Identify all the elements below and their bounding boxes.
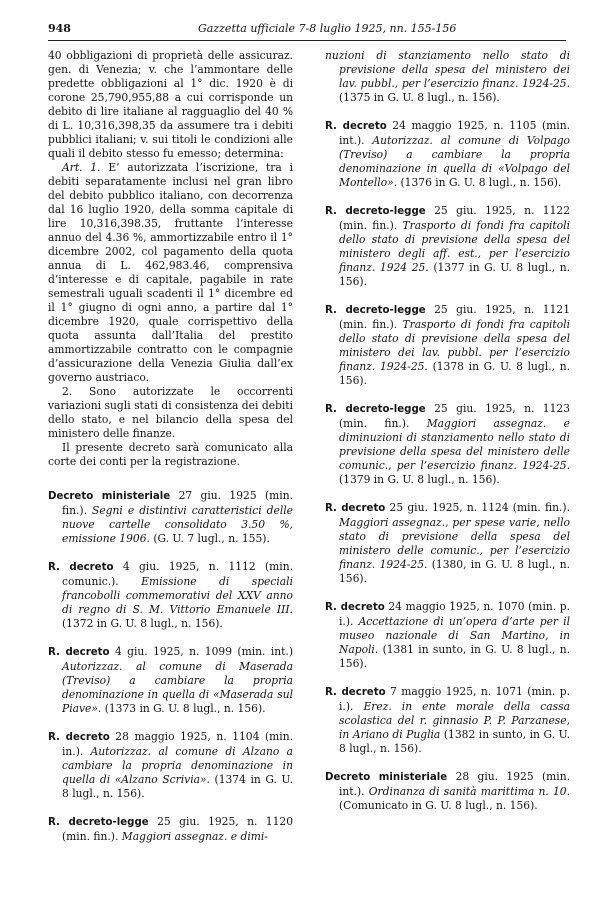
decree-kind: R. decreto	[325, 503, 386, 514]
page-header	[48, 18, 566, 41]
decree-entry	[48, 560, 293, 631]
decree-date: 24 maggio 1925, n. 1070 (min. p. i.).	[339, 600, 570, 628]
decree-reference: (1376 in G. U. 8 lugl., n. 156).	[400, 176, 562, 189]
decree-subject: Autorizzaz. al comune di Alzano a cambiare la propria denominazione in quella di «Alzano Scrivia».	[62, 745, 293, 786]
page-number: 948	[48, 22, 71, 35]
decree-continuation	[325, 49, 570, 105]
decree-subject: Trasporto di fondi fra capitoli dello stato di previsione della spesa del ministero degli aff. est., per l’esercizio finanz. 1924 25.	[339, 219, 570, 274]
decree-subject: Accettazione di un’opera d’arte per il museo nazionale di San Martino, in Napoli.	[339, 615, 570, 656]
article-label: Art. 1.	[62, 161, 101, 174]
decree-entry	[325, 119, 570, 190]
decree-entry	[325, 204, 570, 289]
right-column	[325, 49, 570, 813]
decree-reference: (1378 in G. U. 8 lugl., n. 156).	[339, 360, 570, 387]
decree-date: 24 maggio 1925, n. 1105 (min. int.).	[339, 119, 570, 147]
decree-date: 4 giu. 1925, n. 1112 (min. comunic.).	[62, 560, 293, 588]
decree-subject: Emissione di speciali francobolli commemorativi del XXV anno di regno di S. M. Vittorio Emanuele III.	[62, 575, 293, 616]
decree-reference: (G. U. 7 lugl., n. 155).	[153, 532, 270, 545]
decree-kind: R. decreto	[325, 602, 385, 613]
decree-subject: Autorizzaz. al comune di Maserada (Treviso) a cambiare la propria denominazione in quella di «Maserada sul Piave».	[62, 660, 293, 715]
decree-kind: R. decreto-legge	[325, 206, 426, 217]
decree-date: 25 giu. 1925, n. 1123 (min. fin.).	[339, 402, 571, 430]
decree-reference: (1373 in G. U. 8 lugl., n. 156).	[104, 702, 266, 715]
decree-subject: Ordinanza di sanità marittima n. 10.	[368, 785, 570, 798]
decree-kind: R. decreto	[48, 732, 110, 743]
decree-entry	[325, 303, 570, 388]
intro-paragraph: 40 obbligazioni di proprietà delle assicuraz. gen. di Venezia; v. che l’ammontare delle predette obbligazioni al 1° dic. 1920 è di corone 25,790,955,88 a cui corrisponde un debito di lire italiane al ragguaglio del 40 % di L. 10,316,398,35 da assumere tra i debiti pubblici italiani; v. sui titoli le condizioni alle quali il debito stesso fu emesso; determina:	[48, 49, 293, 160]
decree-reference: (1380, in G. U. 8 lugl., n. 156).	[339, 558, 570, 585]
decree-reference: (1374 in G. U. 8 lugl., n. 156).	[62, 773, 293, 800]
decree-entry	[325, 685, 570, 756]
decree-entry	[48, 645, 293, 716]
decree-reference: (Comunicato in G. U. 8 lugl., n. 156).	[339, 799, 538, 812]
decree-kind: Decreto ministeriale	[325, 772, 448, 783]
decree-date: 25 giu. 1925, n. 1120 (min. fin.).	[62, 815, 294, 843]
decree-entry	[48, 730, 293, 801]
decree-subject: Maggiori assegnaz. e diminuzioni di stanziamento nello stato di previsione della spesa del ministero delle comunic., per l’esercizio finanz. 1924-25.	[339, 417, 570, 472]
decree-kind: R. decreto-legge	[325, 305, 426, 316]
decree-subject: Trasporto di fondi fra capitoli dello stato di previsione della spesa del ministero dei lav. pubbl. per l’esercizio finanz. 1924-25.	[339, 318, 570, 373]
decree-subject: Erez. in ente morale della cassa scolastica del r. ginnasio P. P. Parzanese, in Ariano di Puglia	[339, 700, 570, 741]
article-text: E’ autorizzata l’iscrizione, tra i debiti separatamente inclusi nel gran libro del debito pubblico italiano, con decorrenza dal 16 luglio 1920, della somma capitale di lire 10,316,398.35, fruttante l’interesse annuo del 4.36 %, ammortizzabile entro il 1° dicembre 2002, col pagamento della quota annua di L. 462,983.46, comprensiva d’interesse e di capitale, pagabile in rate semestrali uguali scadenti il 1° dicembre ed il 1° giugno di ogni anno, a partire dal 1° dicembre 1920, quale corrispettivo della quota assunta dall’Italia del prestito ammortizzabile contratto con le compagnie d’assicurazione della Venezia Giulia dall’ex governo austriaco.	[48, 161, 293, 384]
decree-reference: (1381 in sunto, in G. U. 8 lugl., n. 156).	[339, 643, 570, 670]
decree-reference: (1377 in G. U. 8 lugl., n. 156).	[339, 261, 570, 288]
decree-date: 25 giu. 1925, n. 1122 (min. fin.).	[339, 204, 571, 232]
decree-date: 28 giu. 1925 (min. int.).	[339, 770, 570, 798]
decree-kind: R. decreto	[325, 121, 387, 132]
decree-subject: Maggiori assegnaz. e dimi-	[121, 830, 268, 843]
decree-reference: (1375 in G. U. 8 lugl., n. 156).	[339, 91, 500, 104]
decree-date: 27 giu. 1925 (min. fin.).	[62, 489, 293, 517]
closing-paragraph: Il presente decreto sarà comunicato alla corte dei conti per la registrazione.	[48, 441, 293, 468]
decree-entry	[325, 501, 570, 586]
decree-entry	[325, 770, 570, 813]
decree-subject: Maggiori assegnaz., per spese varie, nello stato di previsione della spesa del ministero delle comunic., per l’esercizio finanz. 1924-25.	[339, 516, 570, 571]
article-1	[48, 161, 293, 385]
decree-date: 4 giu. 1925, n. 1099 (min. int.)	[114, 645, 293, 658]
decree-subject: nuzioni di stanziamento nello stato di previsione della spesa del ministero dei lav. pubbl., per l’esercizio finanz. 1924-25.	[325, 49, 570, 90]
decree-kind: R. decreto	[325, 687, 386, 698]
decree-subject: Segni e distintivi caratteristici delle nuove cartelle consolidato 3.50 %, emissione 1906.	[62, 504, 294, 545]
decree-reference: (1379 in G. U. 8 lugl., n. 156).	[339, 473, 500, 486]
decree-entry	[325, 600, 570, 671]
decree-entry	[48, 489, 293, 546]
decree-kind: R. decreto-legge	[48, 817, 149, 828]
running-title: Gazzetta ufficiale 7-8 luglio 1925, nn. 155-156	[198, 22, 457, 35]
left-column	[48, 49, 293, 844]
decree-date: 28 maggio 1925, n. 1104 (min. in.).	[62, 730, 293, 758]
decree-entry	[48, 815, 293, 844]
decree-kind: R. decreto-legge	[325, 404, 426, 415]
article-label: 2.	[62, 385, 73, 398]
article-2	[48, 385, 293, 441]
decree-reference: (1382 in sunto, in G. U. 8 lugl., n. 156).	[339, 728, 571, 755]
article-text: Sono autorizzate le occorrenti variazioni sugli stati di consistenza dei debiti dello stato, e nel bilancio della spesa del ministero delle finanze.	[48, 385, 293, 440]
decree-kind: R. decreto	[48, 562, 114, 573]
decree-subject: Autorizzaz. al comune di Volpago (Treviso) a cambiare la propria denominazione in quella di «Volpago del Montello».	[339, 134, 570, 189]
decree-date: 25 giu. 1925, n. 1121 (min. fin.).	[339, 303, 571, 331]
decree-entry	[325, 402, 570, 487]
decree-reference: (1372 in G. U. 8 lugl., n. 156).	[62, 617, 223, 630]
decree-kind: Decreto ministeriale	[48, 491, 171, 502]
decree-date: 7 maggio 1925, n. 1071 (min. p. i.).	[339, 685, 570, 713]
decree-kind: R. decreto	[48, 647, 110, 658]
decree-date: 25 giu. 1925, n. 1124 (min. fin.).	[389, 501, 570, 514]
